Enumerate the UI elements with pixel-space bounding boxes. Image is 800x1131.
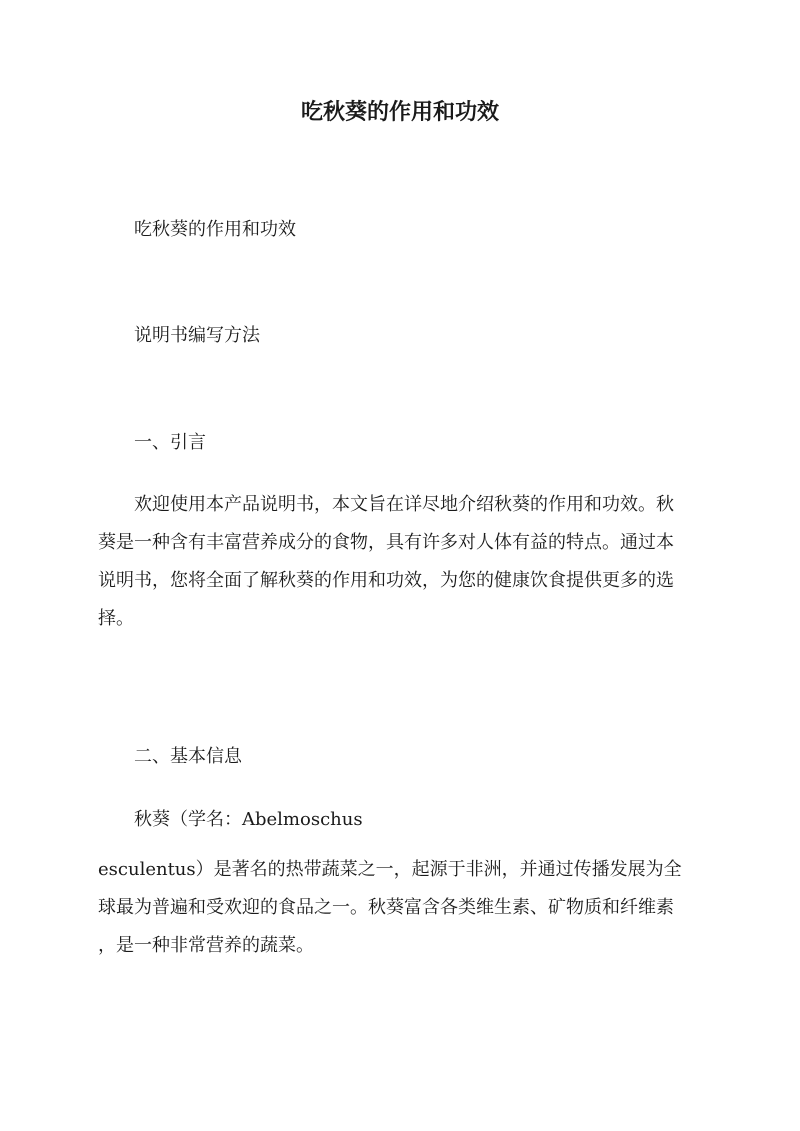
body-line: esculentus）是著名的热带蔬菜之一，起源于非洲，并通过传播发展为全: [98, 859, 682, 880]
section-body-intro: [98, 487, 708, 637]
body-line: 球最为普遍和受欢迎的食品之一。秋葵富含各类维生素、矿物质和纤维素: [98, 897, 674, 918]
body-line: 欢迎使用本产品说明书，本文旨在详尽地介绍秋葵的作用和功效。秋: [134, 494, 674, 515]
section-heading-basic-info: [98, 739, 744, 775]
section-heading-text: 二、基本信息: [134, 746, 242, 767]
document-subtitle: [98, 212, 744, 248]
section-heading-intro: [98, 425, 744, 461]
subtitle-text: 吃秋葵的作用和功效: [134, 219, 296, 240]
body-line: 秋葵（学名：Abelmoschus: [134, 809, 363, 830]
section-body-basic-info: [98, 802, 708, 964]
doc-type-text: 说明书编写方法: [134, 325, 260, 346]
body-line: 择。: [98, 608, 134, 629]
document-type-label: [98, 318, 744, 354]
section-heading-text: 一、引言: [134, 432, 206, 453]
document-title: 吃秋葵的作用和功效: [300, 99, 499, 125]
body-line: 说明书，您将全面了解秋葵的作用和功效，为您的健康饮食提供更多的选: [98, 570, 674, 591]
body-line: 葵是一种含有丰富营养成分的食物，具有许多对人体有益的特点。通过本: [98, 532, 674, 553]
body-line: ，是一种非常营养的蔬菜。: [98, 935, 314, 956]
